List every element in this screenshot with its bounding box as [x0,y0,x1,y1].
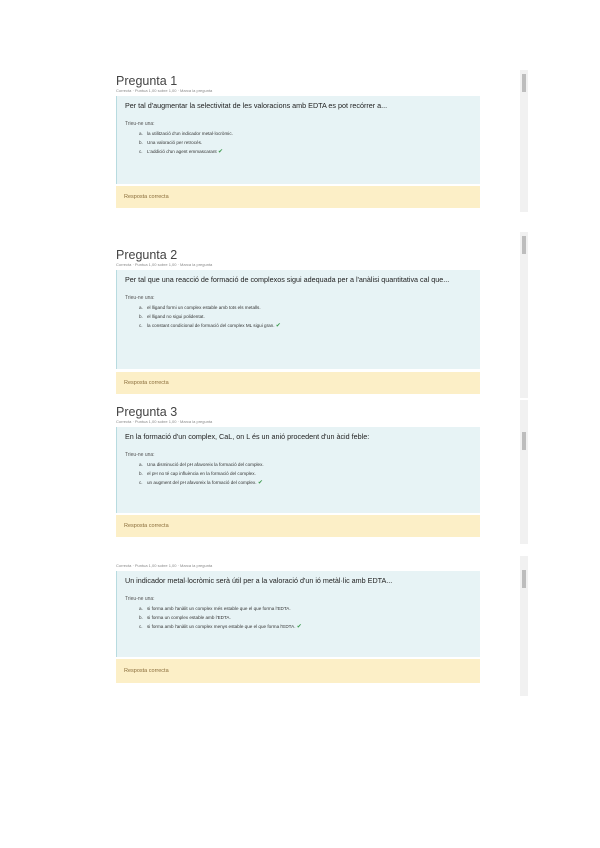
question-meta: Correcta · Puntua 1,00 sobre 1,00 · Marca la pregunta [116,563,213,568]
option-b[interactable]: b. si forma un complex estable amb l'EDTA. [139,615,231,620]
option-a[interactable]: a. el lligand formi un complex estable amb tots els metalls. [139,305,261,310]
scrollbar[interactable] [520,70,528,212]
question-title: Pregunta 2 [116,248,178,262]
question-meta: Correcta · Puntua 1,00 sobre 1,00 · Marca la pregunta [116,262,213,267]
question-text: Un indicador metal·locròmic serà útil per a la valoració d'un ió metàl·lic amb EDTA... [125,576,393,585]
choose-label: Trieu-ne una: [125,121,155,127]
scrollbar-thumb[interactable] [522,236,526,254]
scrollbar-thumb[interactable] [522,432,526,450]
check-icon: ✔ [257,480,263,486]
question-4 [116,557,480,687]
scrollbar[interactable] [520,232,528,398]
check-icon: ✔ [296,624,302,630]
feedback-box: Resposta correcta [116,515,480,537]
choose-label: Trieu-ne una: [125,295,155,301]
question-title: Pregunta 1 [116,74,178,88]
question-title: Pregunta 3 [116,405,178,419]
option-a[interactable]: a. Una disminució del pH afavoreix la formació del complex. [139,462,264,467]
feedback-box: Resposta correcta [116,186,480,208]
question-1 [116,74,480,210]
option-c[interactable]: c. L'addició d'un agent emmascarant ✔ [139,149,223,155]
scrollbar[interactable] [520,556,528,696]
option-c[interactable]: c. la constant condicional de formació del complex ML sigui gran. ✔ [139,323,281,329]
option-a[interactable]: a. la utilització d'un indicador metal·locròmic. [139,131,233,136]
question-text: Per tal d'augmentar la selectivitat de les valoracions amb EDTA es pot recórrer a... [125,101,388,110]
option-b[interactable]: b. el pH no té cap influència en la formació del complex. [139,471,256,476]
scrollbar-thumb[interactable] [522,74,526,92]
check-icon: ✔ [217,149,223,155]
question-meta: Correcta · Puntua 1,00 sobre 1,00 · Marca la pregunta [116,88,213,93]
option-c[interactable]: c. si forma amb l'anàlit un complex menys estable que el que forma l'EDTA. ✔ [139,624,302,630]
choose-label: Trieu-ne una: [125,596,155,602]
option-c[interactable]: c. un augment del pH afavoreix la formació del complex. ✔ [139,480,263,486]
question-body [116,96,480,184]
check-icon: ✔ [275,323,281,329]
question-meta: Correcta · Puntua 1,00 sobre 1,00 · Marca la pregunta [116,419,213,424]
feedback-box: Resposta correcta [116,659,480,683]
question-body [116,427,480,513]
question-2 [116,248,480,396]
choose-label: Trieu-ne una: [125,452,155,458]
scrollbar[interactable] [520,400,528,544]
option-b[interactable]: b. Una valoració per retrocés. [139,140,203,145]
question-3 [116,405,480,541]
question-body [116,571,480,657]
scrollbar-thumb[interactable] [522,570,526,588]
option-a[interactable]: a. si forma amb l'anàlit un complex més estable que el que forma l'EDTA. [139,606,291,611]
question-body [116,270,480,369]
question-text: En la formació d'un complex, CaL, on L és un anió procedent d'un àcid feble: [125,432,370,441]
feedback-box: Resposta correcta [116,372,480,394]
question-text: Per tal que una reacció de formació de complexos sigui adequada per a l'anàlisi quantitativa cal que... [125,275,450,284]
option-b[interactable]: b. el lligand no sigui polidentat. [139,314,205,319]
